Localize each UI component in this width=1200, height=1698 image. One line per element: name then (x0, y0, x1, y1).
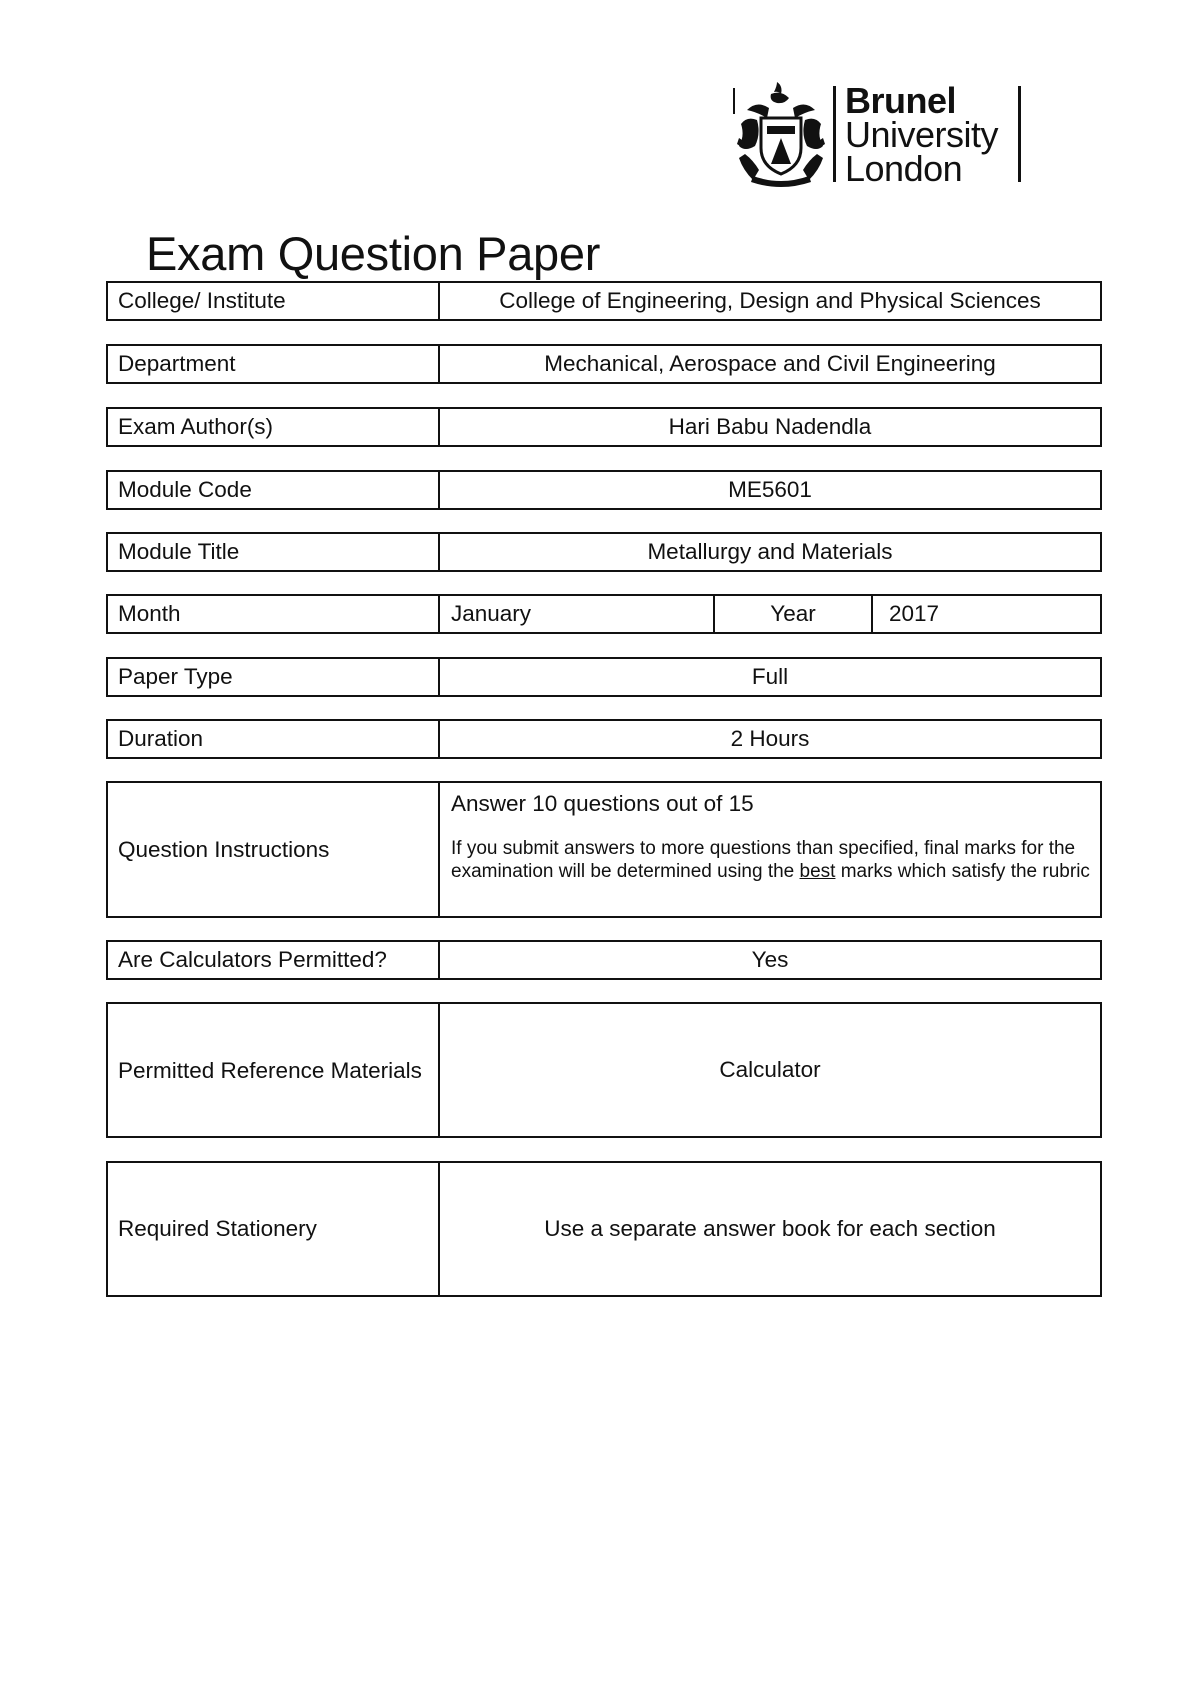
reference-materials-row (106, 1002, 1102, 1138)
reference-materials-label: Permitted Reference Materials (108, 1004, 440, 1136)
module-title-value: Metallurgy and Materials (647, 539, 893, 564)
instructions-note (451, 837, 1090, 883)
stationery-label: Required Stationery (108, 1163, 440, 1295)
logo-line-london: London (845, 148, 963, 189)
module-code-row (106, 470, 1102, 510)
module-title-label: Module Title (108, 534, 440, 570)
logo-line-university: University (845, 114, 999, 155)
year-value: 2017 (889, 601, 940, 626)
paper-type-label: Paper Type (108, 659, 440, 695)
calculators-label: Are Calculators Permitted? (108, 942, 440, 978)
department-value: Mechanical, Aerospace and Civil Engineering (544, 351, 996, 376)
module-title-row (106, 532, 1102, 572)
instructions-row (106, 781, 1102, 918)
university-logo (733, 80, 1023, 188)
month-value: January (440, 596, 715, 632)
duration-value: 2 Hours (730, 726, 810, 751)
college-value: College of Engineering, Design and Physical Sciences (499, 288, 1041, 313)
department-row (106, 344, 1102, 384)
author-label: Exam Author(s) (108, 409, 440, 445)
month-year-row (106, 594, 1102, 634)
module-code-label: Module Code (108, 472, 440, 508)
author-value: Hari Babu Nadendla (668, 414, 872, 439)
department-label: Department (108, 346, 440, 382)
logo-divider-middle (833, 86, 836, 182)
page-title: Exam Question Paper (146, 227, 601, 280)
instructions-main-text: Answer 10 questions out of 15 (451, 791, 754, 816)
paper-type-row (106, 657, 1102, 697)
author-row (106, 407, 1102, 447)
year-label: Year (715, 596, 873, 632)
coat-of-arms-icon (733, 80, 829, 188)
logo-divider-right (1018, 86, 1021, 182)
reference-materials-value: Calculator (719, 1057, 821, 1082)
duration-row (106, 719, 1102, 759)
instructions-label: Question Instructions (108, 783, 440, 916)
module-code-value: ME5601 (728, 477, 812, 502)
duration-label: Duration (108, 721, 440, 757)
calculators-value: Yes (751, 947, 789, 972)
logo-line-brunel: Brunel (845, 80, 957, 121)
logo-wordmark (845, 80, 999, 189)
instructions-note-emphasis: best (799, 861, 836, 882)
instructions-note-after: marks which satisfy the rubric (835, 861, 1090, 882)
instructions-value (440, 783, 1100, 916)
month-label: Month (108, 596, 440, 632)
calculators-row (106, 940, 1102, 980)
instructions-note-before: If you submit answers to more questions than specified, final marks for the examination will be determined using the (451, 838, 1076, 882)
stationery-value: Use a separate answer book for each section (544, 1216, 996, 1241)
paper-type-value: Full (751, 664, 789, 689)
stationery-row (106, 1161, 1102, 1297)
college-label: College/ Institute (108, 283, 440, 319)
college-row (106, 281, 1102, 321)
